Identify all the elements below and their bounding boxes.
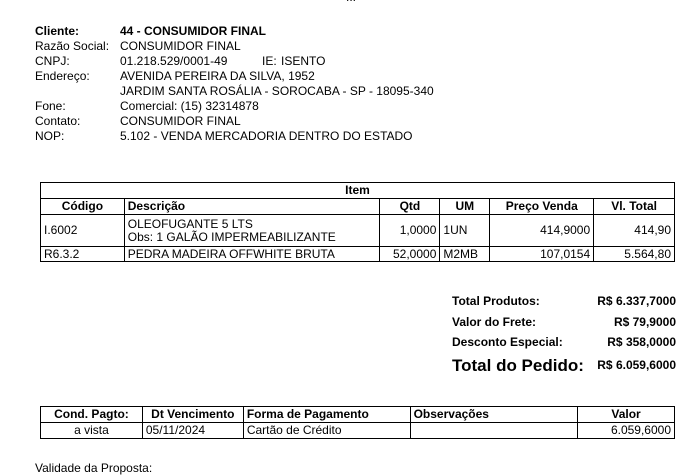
row-descricao-obs: Obs: 1 GALÃO IMPERMEABILIZANTE: [127, 229, 336, 244]
row-qtd: 1,0000: [380, 215, 440, 247]
row-total: 5.564,80: [594, 247, 675, 262]
contato-value: CONSUMIDOR FINAL: [120, 114, 241, 128]
nop-value: 5.102 - VENDA MERCADORIA DENTRO DO ESTADO: [120, 129, 413, 143]
row-preco: 414,9000: [490, 215, 594, 247]
row-um: 1UN: [440, 215, 490, 247]
total-produtos-value: R$ 6.337,7000: [597, 294, 676, 308]
cnpj-label: CNPJ:: [35, 54, 70, 68]
payment-vencimento: 05/11/2024: [142, 423, 243, 439]
payment-cond: a vista: [41, 423, 143, 439]
row-preco: 107,0154: [490, 247, 594, 262]
contato-label: Contato:: [35, 114, 81, 128]
cliente-value: 44 - CONSUMIDOR FINAL: [120, 24, 267, 38]
header-valor: Valor: [578, 407, 675, 423]
razao-social-label: Razão Social:: [35, 39, 110, 53]
row-descricao: PEDRA MADEIRA OFFWHITE BRUTA: [124, 247, 380, 262]
row-descricao: [124, 215, 380, 247]
header-qtd: Qtd: [380, 199, 440, 215]
table-row: [41, 215, 675, 247]
endereco-label: Endereço:: [35, 69, 90, 83]
header-forma-pagamento: Forma de Pagamento: [243, 407, 410, 423]
header-codigo: Código: [41, 199, 125, 215]
validade-proposta-label: Validade da Proposta:: [35, 461, 153, 475]
ie-value: ISENTO: [281, 54, 326, 68]
payment-table: [40, 406, 675, 439]
row-descricao-text: OLEOFUGANTE 5 LTS: [127, 216, 253, 231]
cnpj-value: 01.218.529/0001-49: [120, 54, 228, 68]
items-table-title: Item: [41, 183, 675, 199]
cliente-label: Cliente:: [35, 24, 80, 38]
header-um: UM: [440, 199, 490, 215]
header-dt-vencimento: Dt Vencimento: [142, 407, 243, 423]
table-row: [41, 247, 675, 262]
desconto-especial-label: Desconto Especial:: [452, 335, 563, 349]
payment-valor: 6.059,6000: [578, 423, 675, 439]
row-total: 414,90: [594, 215, 675, 247]
endereco-line1: AVENIDA PEREIRA DA SILVA, 1952: [120, 69, 315, 83]
total-pedido-value: R$ 6.059,6000: [597, 358, 676, 372]
valor-frete-value: R$ 79,9000: [613, 315, 676, 329]
header-preco-venda: Preço Venda: [490, 199, 594, 215]
header-cond-pagto: Cond. Pagto:: [41, 407, 143, 423]
fone-value: Comercial: (15) 32314878: [120, 99, 259, 113]
razao-social-value: CONSUMIDOR FINAL: [120, 39, 241, 53]
items-table: [40, 182, 675, 262]
row-codigo: R6.3.2: [41, 247, 125, 262]
payment-forma: Cartão de Crédito: [243, 423, 410, 439]
table-row: [41, 423, 675, 439]
header-vl-total: Vl. Total: [594, 199, 675, 215]
row-codigo: I.6002: [41, 215, 125, 247]
total-produtos-label: Total Produtos:: [452, 294, 540, 308]
fone-label: Fone:: [35, 99, 66, 113]
top-cropped-text: [346, 0, 356, 4]
header-descricao: Descrição: [124, 199, 380, 215]
desconto-especial-value: R$ 358,0000: [607, 335, 676, 349]
row-qtd: 52,0000: [380, 247, 440, 262]
valor-frete-label: Valor do Frete:: [452, 315, 537, 329]
row-um: M2MB: [440, 247, 490, 262]
header-observacoes: Observações: [410, 407, 578, 423]
nop-label: NOP:: [35, 129, 65, 143]
ie-label: IE:: [262, 54, 277, 68]
endereco-line2: JARDIM SANTA ROSÁLIA - SOROCABA - SP - 18095-340: [120, 84, 434, 98]
total-pedido-label: Total do Pedido:: [452, 356, 584, 375]
payment-obs: [410, 423, 578, 439]
